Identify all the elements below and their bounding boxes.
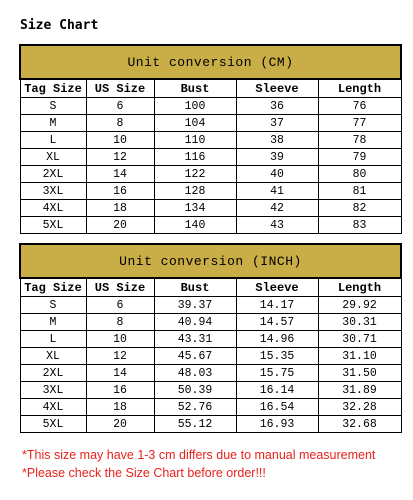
cell-tag-size: L: [20, 132, 86, 149]
table-row: [20, 200, 401, 217]
cell-sleeve: 41: [236, 183, 318, 200]
column-header-length: Length: [318, 278, 401, 297]
column-header-bust: Bust: [154, 79, 236, 98]
cell-sleeve: 39: [236, 149, 318, 166]
table-caption: Unit conversion (CM): [20, 45, 401, 79]
cell-sleeve: 36: [236, 98, 318, 115]
table-row: [20, 115, 401, 132]
note-check-chart: *Please check the Size Chart before order!!!: [22, 466, 266, 480]
table-row: [20, 382, 401, 399]
column-header-us-size: US Size: [86, 79, 154, 98]
cell-us-size: 6: [86, 98, 154, 115]
table-row: [20, 416, 401, 433]
cell-bust: 116: [154, 149, 236, 166]
cell-length: 79: [318, 149, 401, 166]
cell-tag-size: S: [20, 98, 86, 115]
cell-tag-size: 3XL: [20, 382, 86, 399]
cell-tag-size: M: [20, 314, 86, 331]
cell-us-size: 14: [86, 166, 154, 183]
cell-tag-size: 2XL: [20, 365, 86, 382]
column-header-tag-size: Tag Size: [20, 79, 86, 98]
cell-bust: 40.94: [154, 314, 236, 331]
cell-tag-size: 5XL: [20, 416, 86, 433]
cell-bust: 39.37: [154, 297, 236, 314]
cell-tag-size: S: [20, 297, 86, 314]
cell-bust: 100: [154, 98, 236, 115]
cell-tag-size: L: [20, 331, 86, 348]
column-header-sleeve: Sleeve: [236, 79, 318, 98]
table-row: [20, 183, 401, 200]
cell-bust: 104: [154, 115, 236, 132]
cell-length: 31.10: [318, 348, 401, 365]
cell-us-size: 20: [86, 217, 154, 234]
cell-us-size: 10: [86, 331, 154, 348]
cell-length: 80: [318, 166, 401, 183]
cell-us-size: 8: [86, 314, 154, 331]
cell-length: 30.71: [318, 331, 401, 348]
cell-tag-size: XL: [20, 348, 86, 365]
size-table-inch: [19, 243, 402, 433]
cell-us-size: 10: [86, 132, 154, 149]
cell-bust: 134: [154, 200, 236, 217]
table-row: [20, 314, 401, 331]
column-header-sleeve: Sleeve: [236, 278, 318, 297]
column-header-bust: Bust: [154, 278, 236, 297]
cell-length: 30.31: [318, 314, 401, 331]
cell-tag-size: 4XL: [20, 399, 86, 416]
cell-sleeve: 14.17: [236, 297, 318, 314]
cell-tag-size: XL: [20, 149, 86, 166]
cell-sleeve: 14.57: [236, 314, 318, 331]
cell-bust: 55.12: [154, 416, 236, 433]
page-title: Size Chart: [20, 18, 99, 33]
cell-sleeve: 37: [236, 115, 318, 132]
cell-tag-size: 2XL: [20, 166, 86, 183]
cell-sleeve: 15.35: [236, 348, 318, 365]
cell-length: 76: [318, 98, 401, 115]
column-header-tag-size: Tag Size: [20, 278, 86, 297]
cell-sleeve: 43: [236, 217, 318, 234]
cell-us-size: 8: [86, 115, 154, 132]
cell-sleeve: 16.14: [236, 382, 318, 399]
cell-us-size: 12: [86, 149, 154, 166]
cell-length: 81: [318, 183, 401, 200]
cell-length: 32.68: [318, 416, 401, 433]
cell-bust: 45.67: [154, 348, 236, 365]
cell-length: 31.50: [318, 365, 401, 382]
cell-sleeve: 38: [236, 132, 318, 149]
cell-length: 83: [318, 217, 401, 234]
cell-tag-size: 4XL: [20, 200, 86, 217]
cell-us-size: 16: [86, 382, 154, 399]
table-row: [20, 399, 401, 416]
column-header-us-size: US Size: [86, 278, 154, 297]
cell-us-size: 18: [86, 200, 154, 217]
cell-length: 78: [318, 132, 401, 149]
cell-us-size: 18: [86, 399, 154, 416]
table-row: [20, 297, 401, 314]
notes: [22, 446, 413, 482]
cell-bust: 43.31: [154, 331, 236, 348]
cell-bust: 110: [154, 132, 236, 149]
cell-sleeve: 16.54: [236, 399, 318, 416]
cell-us-size: 14: [86, 365, 154, 382]
cell-tag-size: M: [20, 115, 86, 132]
cell-us-size: 16: [86, 183, 154, 200]
cell-sleeve: 42: [236, 200, 318, 217]
table-row: [20, 149, 401, 166]
table-row: [20, 348, 401, 365]
table-row: [20, 166, 401, 183]
cell-bust: 50.39: [154, 382, 236, 399]
cell-bust: 128: [154, 183, 236, 200]
table-row: [20, 365, 401, 382]
cell-length: 82: [318, 200, 401, 217]
table-row: [20, 217, 401, 234]
cell-bust: 122: [154, 166, 236, 183]
cell-tag-size: 5XL: [20, 217, 86, 234]
cell-us-size: 12: [86, 348, 154, 365]
size-table-cm: [19, 44, 402, 234]
cell-bust: 48.03: [154, 365, 236, 382]
column-header-length: Length: [318, 79, 401, 98]
cell-tag-size: 3XL: [20, 183, 86, 200]
cell-length: 32.28: [318, 399, 401, 416]
note-measurement: *This size may have 1-3 cm differs due to manual measurement: [22, 448, 376, 462]
cell-sleeve: 15.75: [236, 365, 318, 382]
cell-length: 29.92: [318, 297, 401, 314]
cell-bust: 140: [154, 217, 236, 234]
cell-us-size: 20: [86, 416, 154, 433]
cell-bust: 52.76: [154, 399, 236, 416]
cell-us-size: 6: [86, 297, 154, 314]
table-row: [20, 331, 401, 348]
cell-sleeve: 16.93: [236, 416, 318, 433]
table-row: [20, 98, 401, 115]
cell-length: 77: [318, 115, 401, 132]
cell-sleeve: 40: [236, 166, 318, 183]
table-caption: Unit conversion (INCH): [20, 244, 401, 278]
table-row: [20, 132, 401, 149]
cell-sleeve: 14.96: [236, 331, 318, 348]
cell-length: 31.89: [318, 382, 401, 399]
